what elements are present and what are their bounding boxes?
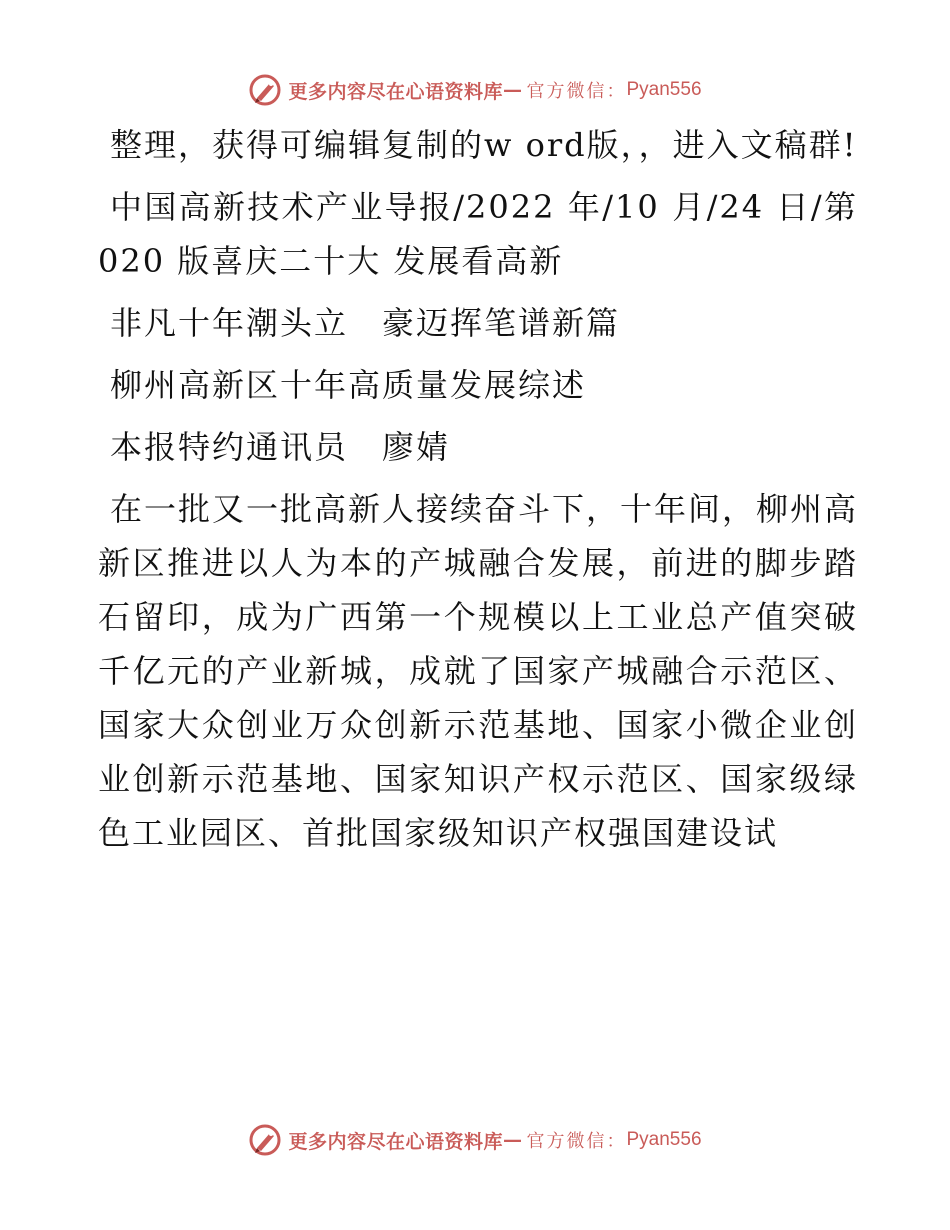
header-watermark-banner <box>0 70 950 110</box>
paragraph-subheadline: 柳州高新区十年高质量发展综述 <box>110 366 587 404</box>
paragraph-source: 中国高新技术产业导报/2022 年/10 月/24 日/第020 版喜庆二十大 发展看高新 <box>98 188 858 280</box>
footer-watermark-banner <box>0 1120 950 1160</box>
banner-wechat-label: 官方微信： <box>526 1131 627 1152</box>
pen-logo-icon <box>248 1123 282 1157</box>
paragraph-body: 在一批又一批高新人接续奋斗下，十年间，柳州高新区推进以人为本的产城融合发展，前进的脚步踏石留印，成为广西第一个规模以上工业总产值突破千亿元的产业新城，成就了国家产城融合示范区、国家大众创业万众创新示范基地、国家小微企业创业创新示范基地、国家知识产权示范区、国家级绿色工业园区、首批国家级知识产权强国建设试 <box>98 490 859 852</box>
paragraph-byline: 本报特约通讯员 廖婧 <box>110 428 451 466</box>
banner-wechat-id: Pyan556 <box>626 1129 702 1150</box>
banner-wechat-id: Pyan556 <box>626 79 702 100</box>
paragraph-headline: 非凡十年潮头立 豪迈挥笔谱新篇 <box>110 304 621 342</box>
pen-logo-icon <box>248 73 282 107</box>
document-body <box>98 118 858 868</box>
banner-main-text: 更多内容尽在心语资料库 <box>288 1130 503 1153</box>
banner-wechat-label: 官方微信： <box>526 81 627 102</box>
paragraph-intro: 整理，获得可编辑复制的w ord版，，进入文稿群! <box>110 126 858 164</box>
banner-dash: — <box>503 1129 523 1151</box>
banner-dash: — <box>503 79 523 101</box>
banner-main-text: 更多内容尽在心语资料库 <box>288 80 503 103</box>
